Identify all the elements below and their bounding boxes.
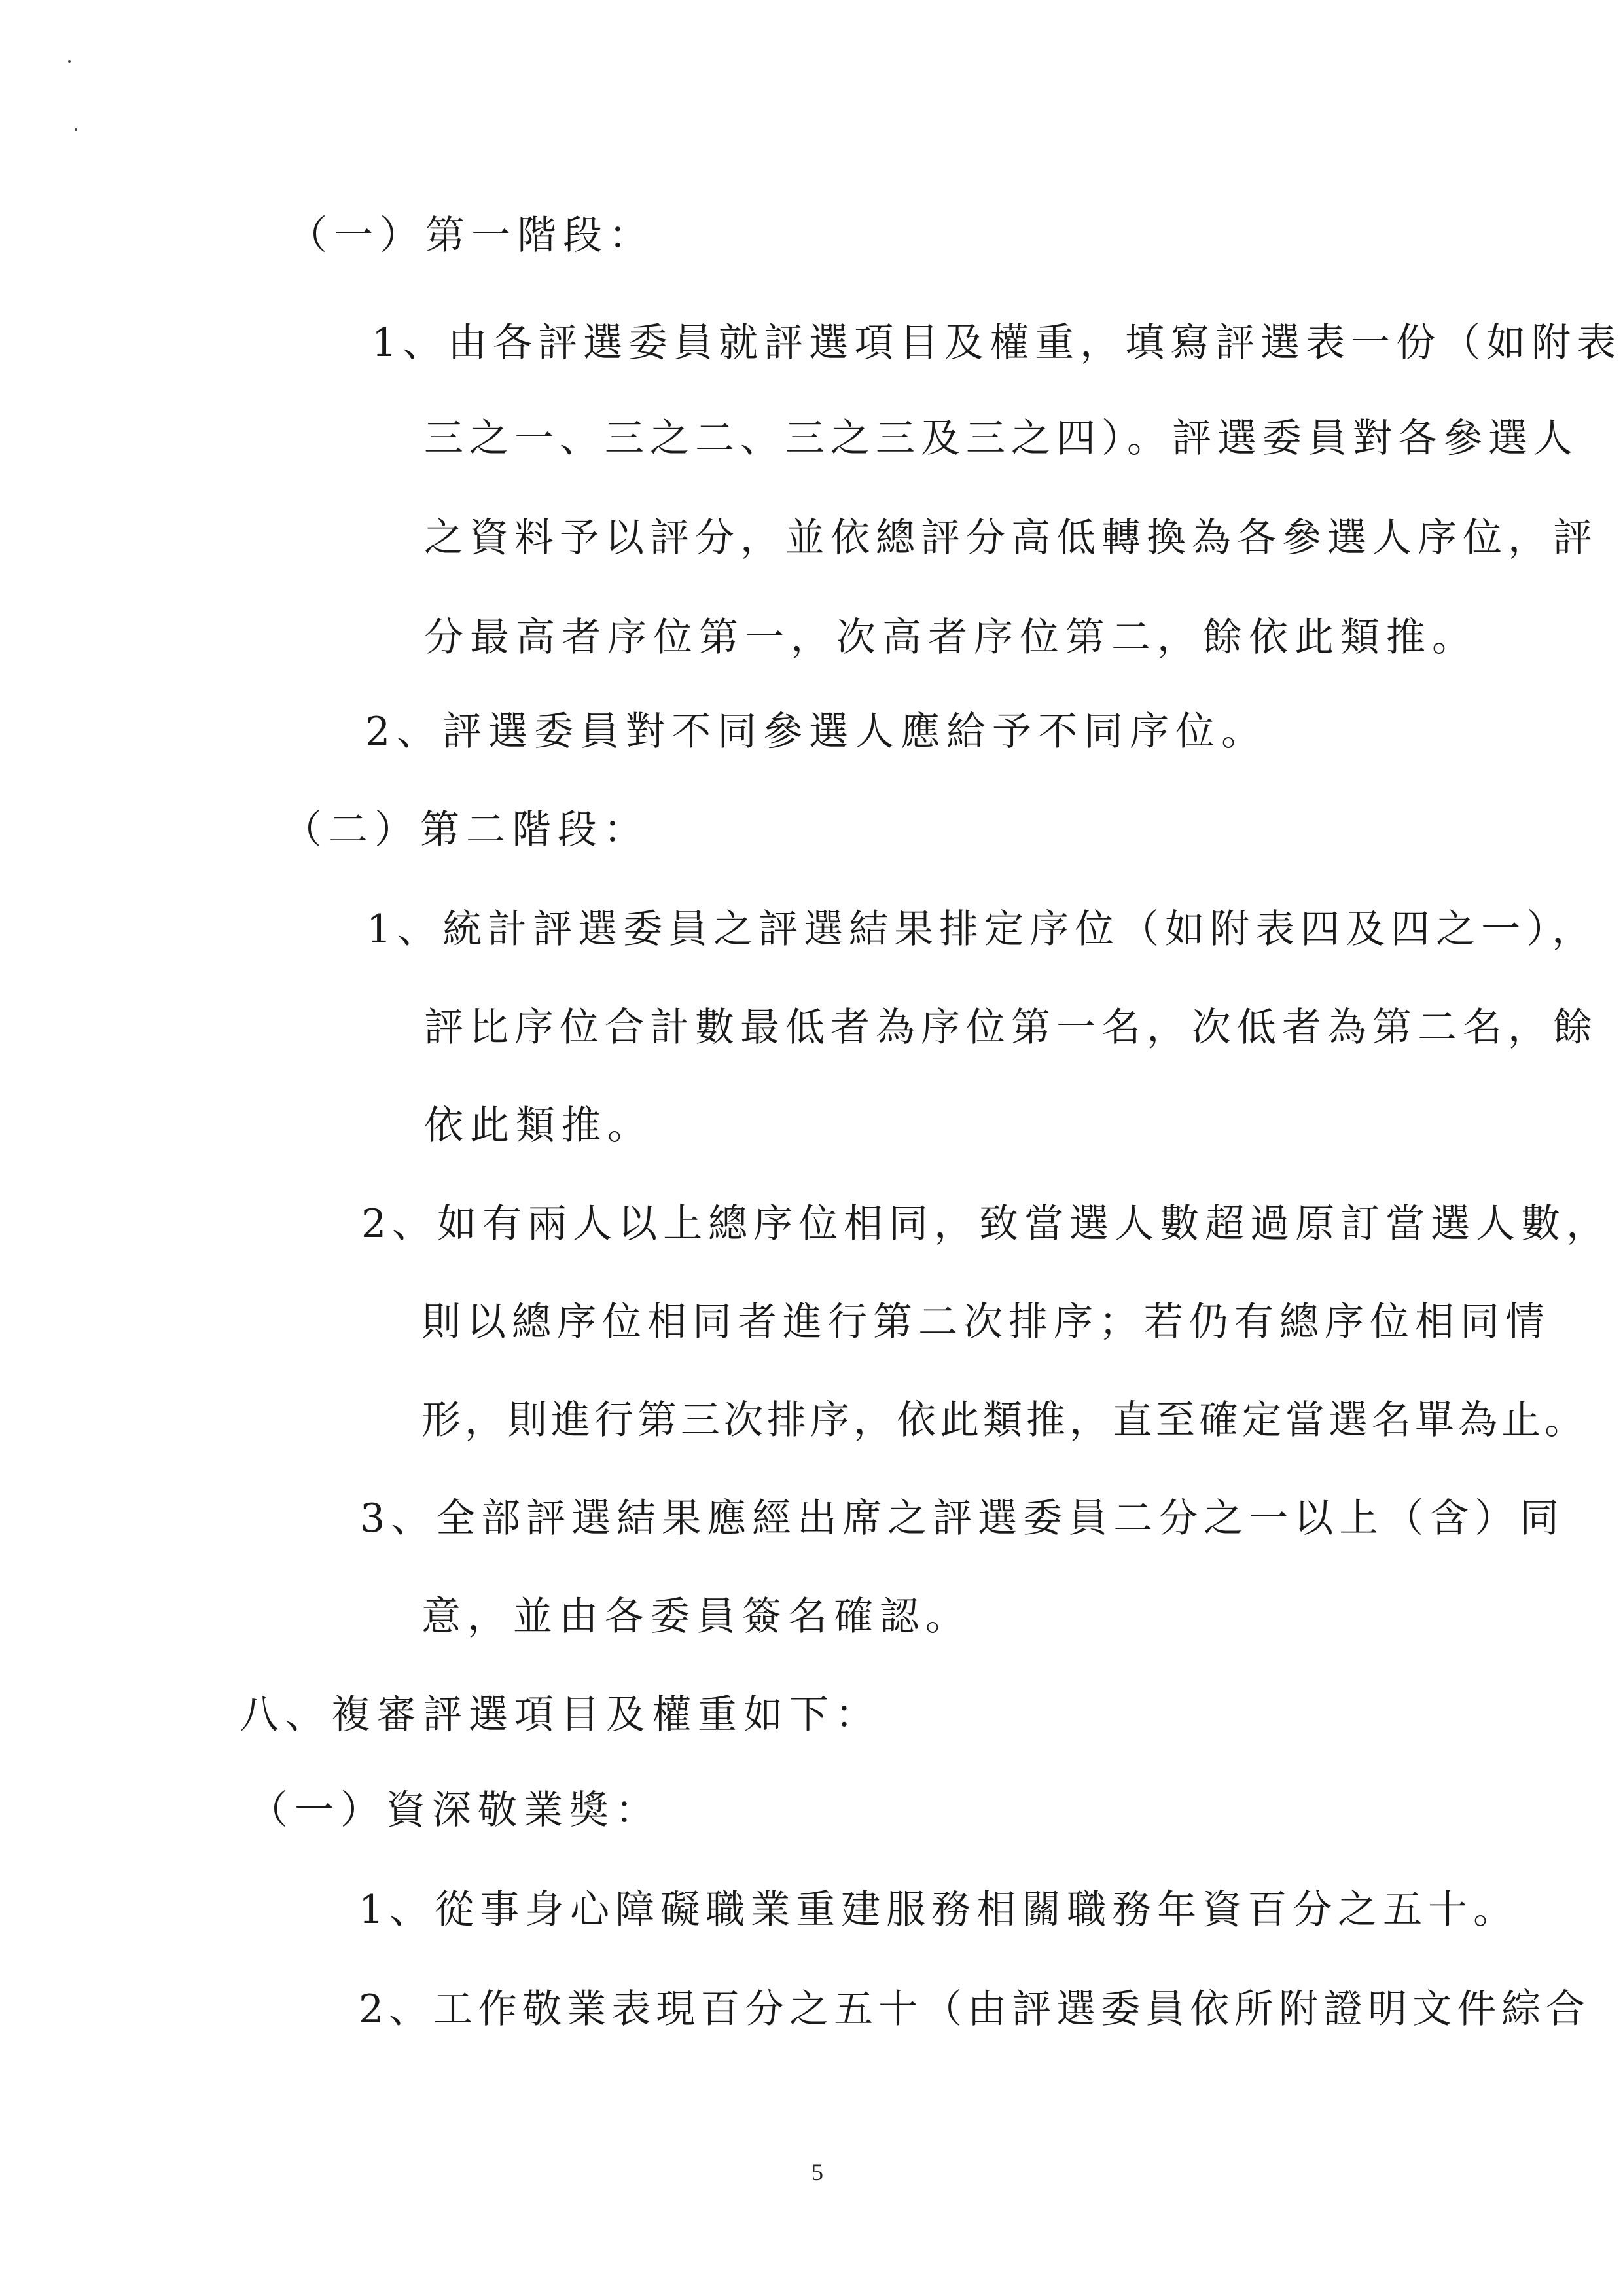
paragraph-line: 依此類推。 — [424, 1103, 653, 1149]
paragraph-line: 分最高者序位第一，次高者序位第二，餘依此類推。 — [424, 615, 1478, 660]
paragraph-line: 三之一、三之二、三之三及三之四）。評選委員對各參選人 — [424, 416, 1578, 461]
scan-speck — [75, 128, 77, 131]
paragraph-line: 形，則進行第三次排序，依此類推，直至確定當選名單為止。 — [421, 1397, 1588, 1443]
paragraph-line: 則以總序位相同者進行第二次排序；若仍有總序位相同情 — [421, 1299, 1550, 1345]
paragraph-line: 之資料予以評分，並依總評分高低轉換為各參選人序位，評 — [424, 515, 1598, 561]
section-heading-senior-award: （一）資深敬業獎： — [249, 1787, 661, 1833]
paragraph-line: 評比序位合計數最低者為序位第一名，次低者為第二名，餘 — [424, 1005, 1598, 1050]
paragraph-line: 1、由各評選委員就評選項目及權重，填寫評選表一份（如附表 — [372, 320, 1622, 366]
section-heading-eight: 八、複審評選項目及權重如下： — [240, 1692, 881, 1738]
list-item-line: 2、評選委員對不同參選人應給予不同序位。 — [365, 709, 1268, 755]
scan-speck — [68, 60, 71, 63]
section-heading-stage-one: （一）第一階段： — [288, 213, 654, 259]
section-heading-stage-two: （二）第二階段： — [283, 807, 649, 853]
list-item-line: 2、如有兩人以上總序位相同，致當選人數超過原訂當選人數， — [361, 1201, 1612, 1247]
list-item-line: 1、統計評選委員之評選結果排定序位（如附表四及四之一）， — [366, 906, 1597, 952]
paragraph-line: 意，並由各委員簽名確認。 — [421, 1594, 971, 1640]
page-number: 5 — [812, 2159, 823, 2185]
list-item-line: 3、全部評選結果應經出席之評選委員二分之一以上（含）同 — [360, 1496, 1565, 1541]
list-item-line: 1、從事身心障礙職業重建服務相關職務年資百分之五十。 — [359, 1887, 1519, 1933]
list-item-line: 2、工作敬業表現百分之五十（由評選委員依所附證明文件綜合 — [359, 1986, 1591, 2032]
